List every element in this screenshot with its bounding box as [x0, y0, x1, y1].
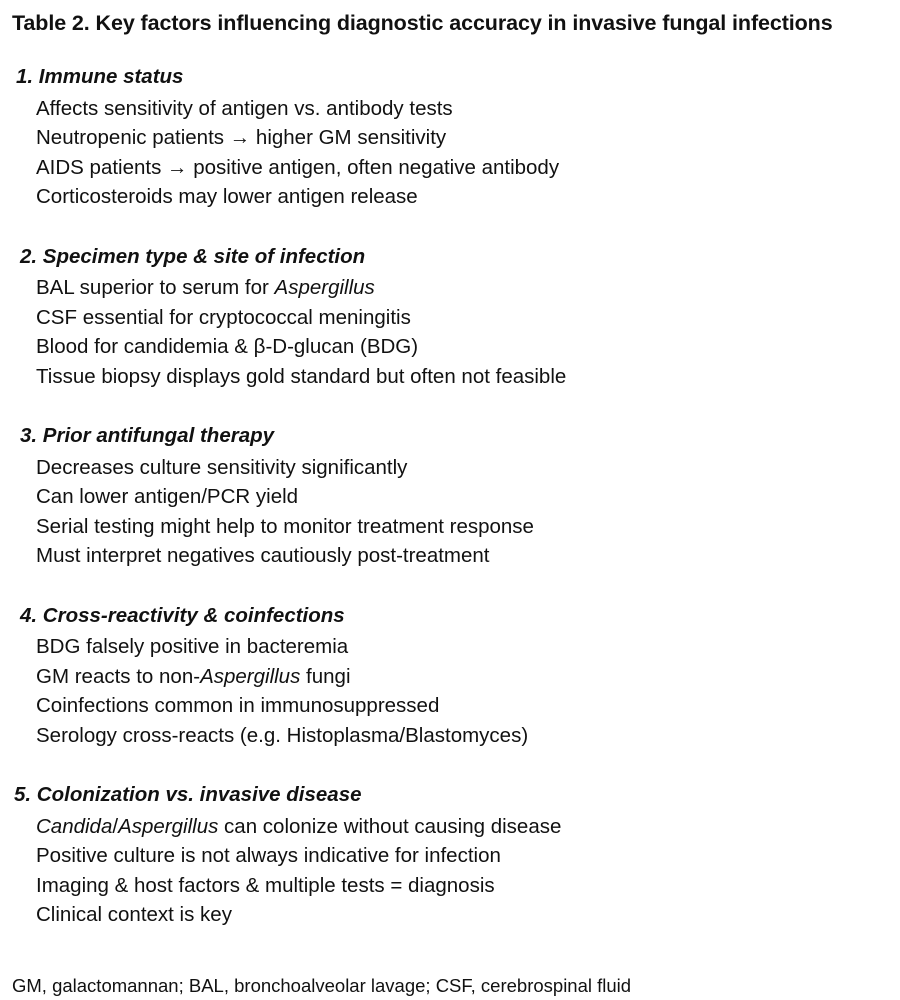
- section-item-list: [0, 453, 900, 571]
- section-item-list: [0, 273, 900, 391]
- section-item-list: [0, 632, 900, 750]
- section-item: Serology cross-reacts (e.g. Histoplasma/Blastomyces): [36, 723, 529, 747]
- section-immune-status: [0, 62, 900, 212]
- section-cross-reactivity: [0, 601, 900, 751]
- italic-genus-name: Aspergillus: [200, 664, 301, 688]
- section-item: GM reacts to non-Aspergillus fungi: [36, 664, 351, 688]
- section-item: Must interpret negatives cautiously post-treatment: [36, 544, 490, 567]
- italic-genus-name: Aspergillus: [118, 814, 219, 838]
- section-heading: 1. Immune status: [16, 65, 184, 88]
- section-item: Affects sensitivity of antigen vs. antibody tests: [36, 96, 453, 120]
- section-item: BDG falsely positive in bacteremia: [36, 635, 349, 658]
- section-heading: 4. Cross-reactivity & coinfections: [20, 603, 345, 627]
- section-item: AIDS patients → positive antigen, often negative antibody: [36, 155, 560, 179]
- section-item: CSF essential for cryptococcal meningitis: [36, 305, 411, 329]
- section-item: Imaging & host factors & multiple tests = diagnosis: [36, 873, 495, 897]
- section-item: Candida/Aspergillus can colonize without causing disease: [36, 814, 562, 838]
- italic-genus-name: Candida: [36, 814, 113, 838]
- section-item: Corticosteroids may lower antigen release: [36, 185, 418, 208]
- section-prior-antifungal-therapy: [0, 421, 900, 571]
- section-item: BAL superior to serum for Aspergillus: [36, 276, 375, 299]
- section-item: Positive culture is not always indicative for infection: [36, 844, 501, 867]
- table-footnote: GM, galactomannan; BAL, bronchoalveolar lavage; CSF, cerebrospinal fluid: [12, 975, 632, 996]
- factor-sections: [0, 62, 900, 960]
- section-item: Blood for candidemia & β-D-glucan (BDG): [36, 335, 419, 358]
- table-title: Table 2. Key factors influencing diagnostic accuracy in invasive fungal infections: [12, 11, 833, 35]
- section-item-list: [0, 94, 900, 212]
- section-heading: 5. Colonization vs. invasive disease: [14, 783, 362, 806]
- section-item-list: [0, 812, 900, 930]
- section-heading: 2. Specimen type & site of infection: [20, 244, 366, 268]
- section-item: Coinfections common in immunosuppressed: [36, 694, 440, 717]
- section-item: Can lower antigen/PCR yield: [36, 485, 299, 508]
- section-item: Neutropenic patients → higher GM sensitivity: [36, 126, 447, 149]
- section-item: Decreases culture sensitivity significantly: [36, 455, 408, 479]
- section-heading: 3. Prior antifungal therapy: [20, 424, 275, 447]
- section-item: Serial testing might help to monitor treatment response: [36, 514, 534, 538]
- italic-genus-name: Aspergillus: [274, 276, 375, 299]
- section-item: Clinical context is key: [36, 903, 232, 926]
- section-specimen-type: [0, 242, 900, 392]
- section-item: Tissue biopsy displays gold standard but often not feasible: [36, 364, 567, 388]
- section-colonization: [0, 780, 900, 930]
